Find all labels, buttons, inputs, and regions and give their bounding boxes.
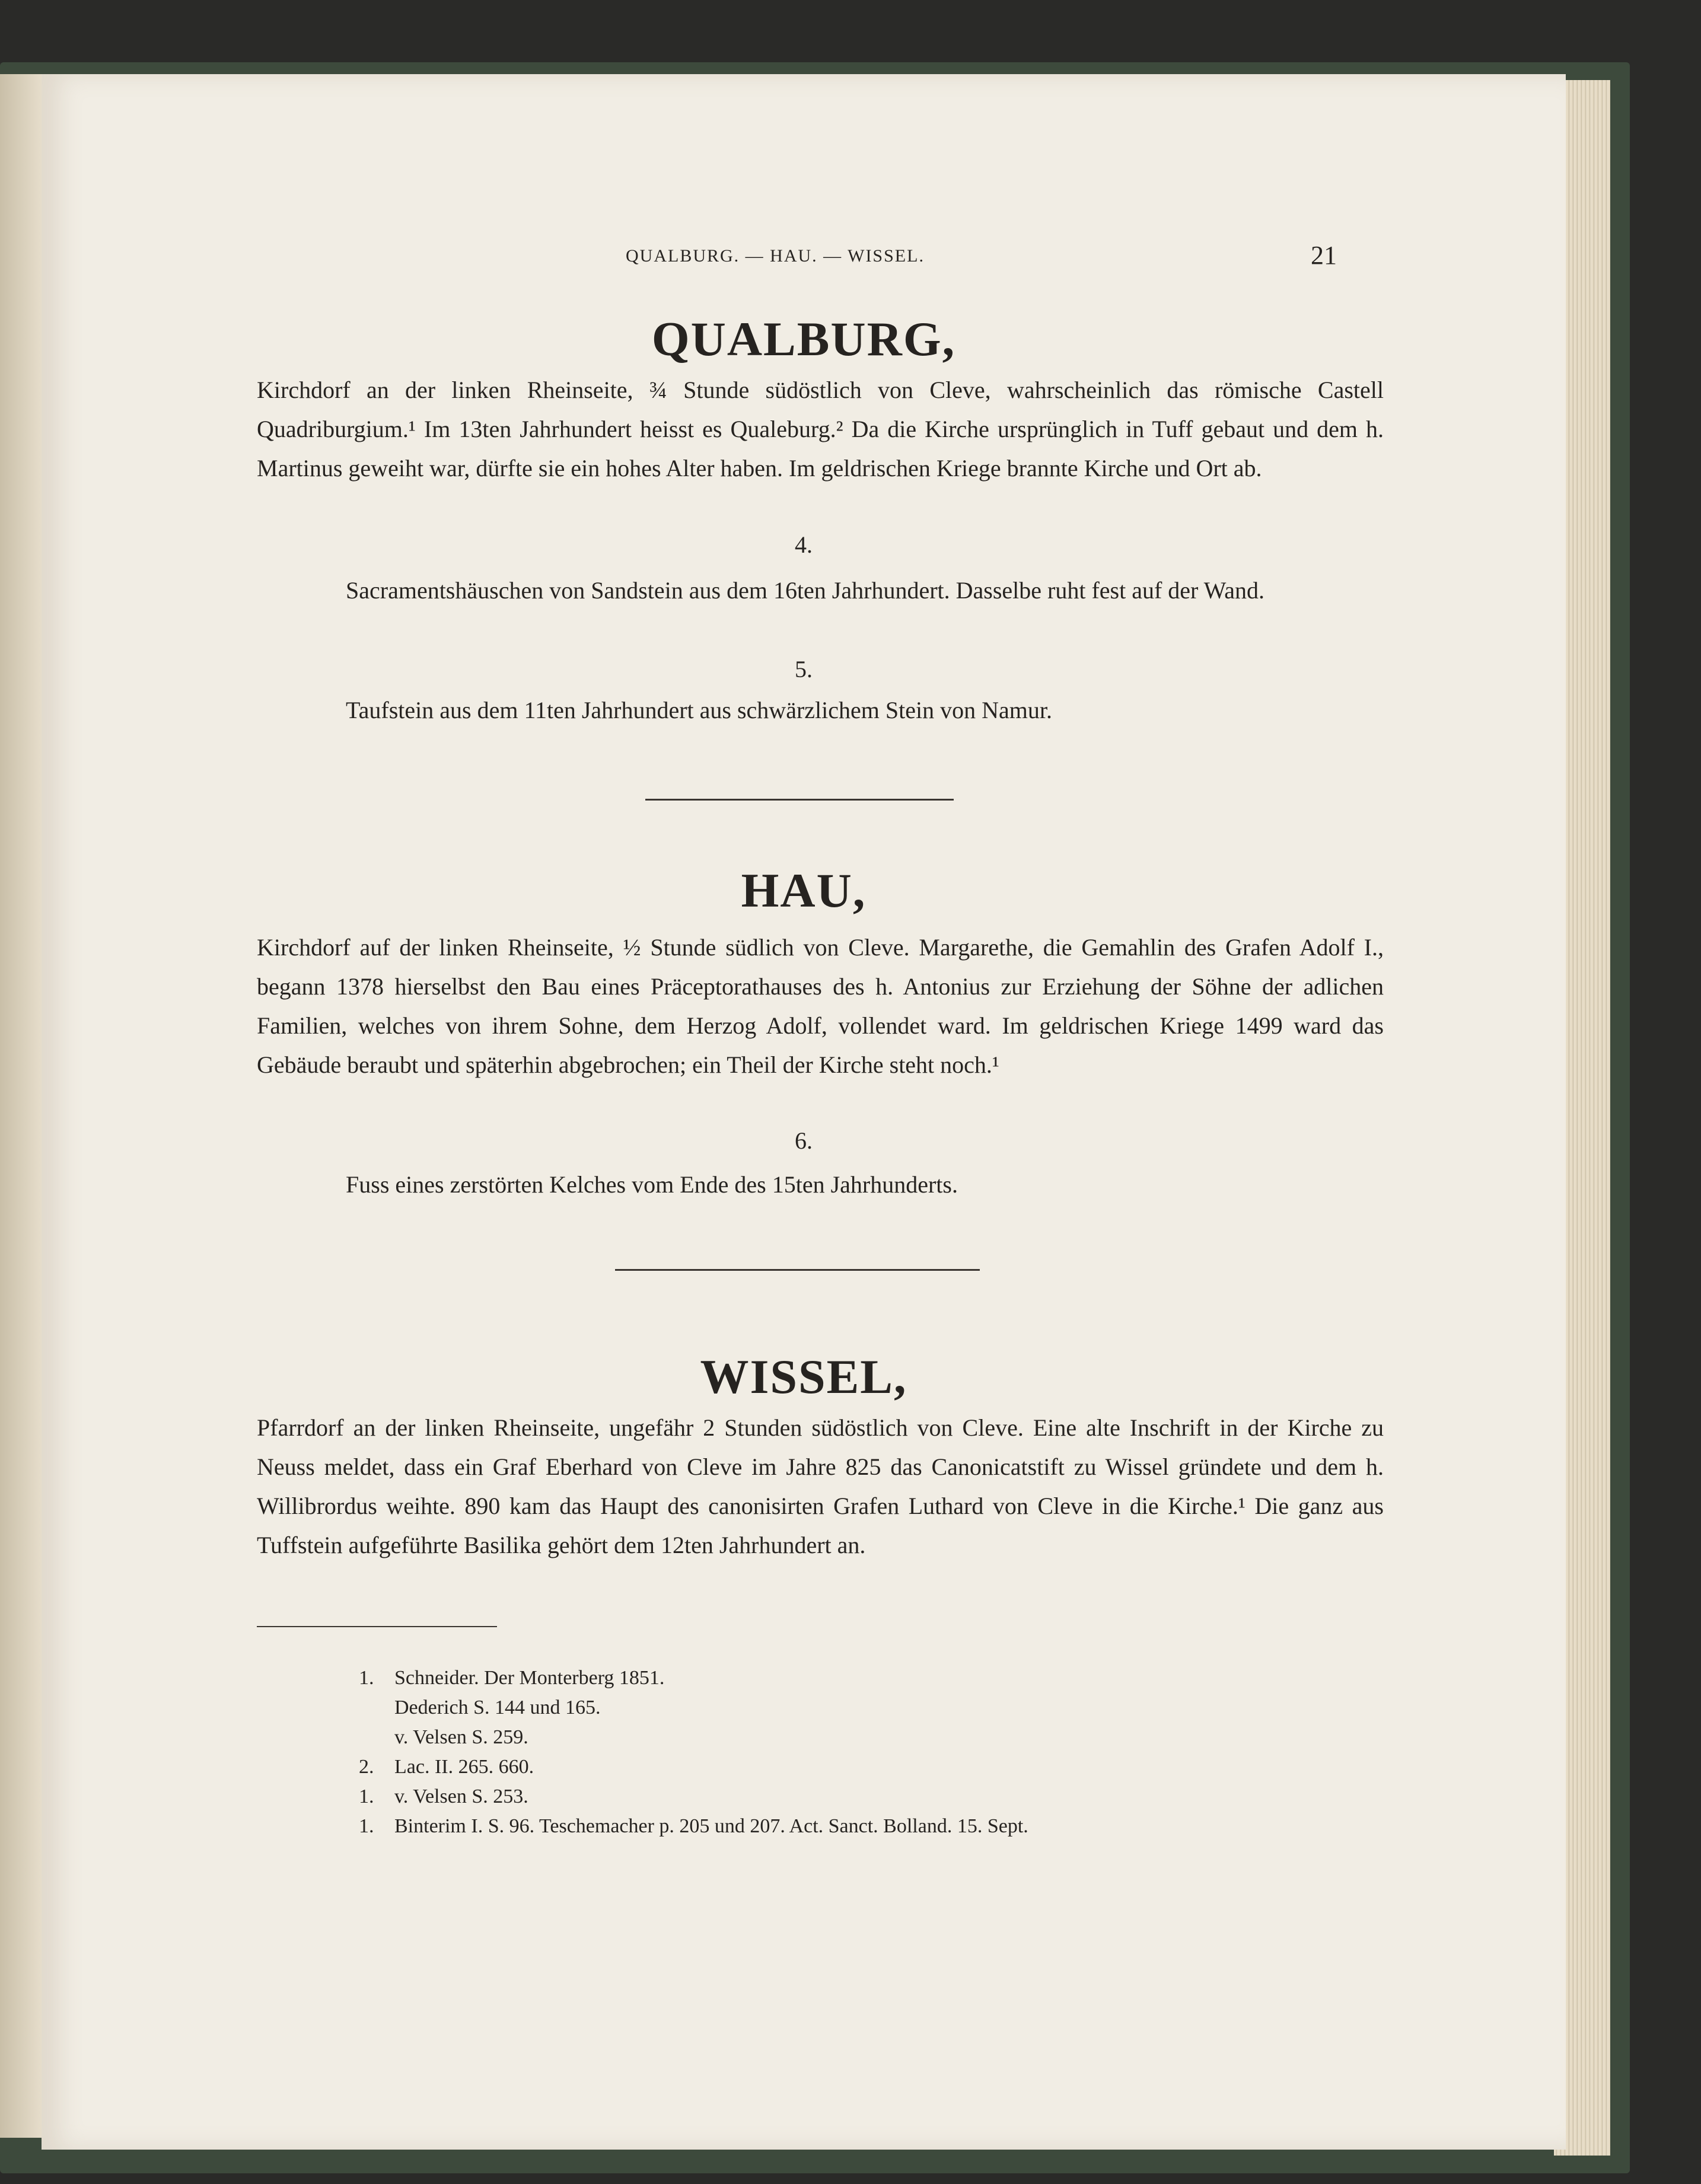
running-head: QUALBURG. — HAU. — WISSEL. xyxy=(626,246,925,266)
facing-page-edge xyxy=(0,74,42,2138)
book-page: QUALBURG. — HAU. — WISSEL. 21 QUALBURG, Kirchdorf an der linken Rheinseite, ¾ Stunde südöstlich von Cleve, wahrscheinlich das römische Castell Quadriburgium.¹ Im 13ten Jahrhundert heisst es Qualeburg.² Da die Kirche ursprünglich in Tuff gebaut und dem h. Martinus geweiht war, dürfte sie ein hohes Alter haben. Im geldrischen Kriege brannte Kirche und Ort ab. 4. Sacramentshäuschen von Sandstein aus dem 16ten Jahrhundert. Dasselbe ruht fest auf der Wand. 5. Taufstein aus dem 11ten Jahrhundert aus schwärzlichem Stein von Namur. HAU, Kirchdorf auf der linken Rheinseite, ½ Stunde südlich von Cleve. Margarethe, die Gemahlin des Grafen Adolf I., begann 1378 hierselbst den Bau eines Präceptorathauses des h. Antonius zur Erziehung der Söhne der adlichen Familien, welches von ihrem Sohne, dem Herzog Adolf, vollendet ward. Im geldrischen Kriege 1499 ward das Gebäude beraubt und späterhin abgebrochen; ein Theil der Kirche steht noch.¹ 6. Fuss eines zerstörten Kelches vom Ende des 15ten Jahrhunderts. WISSEL, Pfarrdorf an der linken Rheinseite, ungefähr 2 Stunden südöstlich von Cleve. Eine alte Inschrift in der Kirche zu Neuss meldet, dass ein Graf Eberhard von Cleve im Jahre 825 das Canonicatstift zu Wissel gründete und dem h. Willibrordus weihte. 890 kam das Haupt des canonisirten Grafen Luthard von Cleve in die Kirche.¹ Die ganz aus Tuffstein aufgeführte Basilika gehört dem 12ten Jahrhundert an. 1. Schneider. Der Monterberg 1851. Dederich S. 144 und 165. v. Velsen S. 259. 2. Lac. II. 265. 660. 1. v. Velsen S. 253. 1. Binterim I. S. 96. Teschemacher p. 205 und 207. Act. Sanct. Bolland. 15. Sept. xyxy=(42,74,1566,2150)
section-divider xyxy=(615,1269,980,1271)
page-number: 21 xyxy=(1311,241,1337,270)
wissel-intro: Pfarrdorf an der linken Rheinseite, ungefähr 2 Stunden südöstlich von Cleve. Eine alte Inschrift in der Kirche zu Neuss meldet, dass ein Graf Eberhard von Cleve im Jahre 825 das Canonicatstift zu Wissel gründete und dem h. Willibrordus weihte. 890 kam das Haupt des canonisirten Grafen Luthard von Cleve in die Kirche.¹ Die ganz aus Tuffstein aufgeführte Basilika gehört dem 12ten Jahrhundert an. xyxy=(257,1414,1384,1558)
item-5-text: Taufstein aus dem 11ten Jahrhundert aus schwärzlichem Stein von Namur. xyxy=(346,697,1052,723)
item-number-5: 5. xyxy=(795,656,813,683)
section-title-qualburg: QUALBURG, xyxy=(651,312,956,366)
hau-intro: Kirchdorf auf der linken Rheinseite, ½ Stunde südlich von Cleve. Margarethe, die Gemahlin des Grafen Adolf I., begann 1378 hierselbst den Bau eines Präceptorathauses des h. Antonius zur Erziehung der Söhne der adlichen Familien, welches von ihrem Sohne, dem Herzog Adolf, vollendet ward. Im geldrischen Kriege 1499 ward das Gebäude beraubt und späterhin abgebrochen; ein Theil der Kirche steht noch.¹ xyxy=(257,934,1384,1078)
section-title-hau: HAU, xyxy=(741,863,867,917)
qualburg-intro: Kirchdorf an der linken Rheinseite, ¾ Stunde südöstlich von Cleve, wahrscheinlich das römische Castell Quadriburgium.¹ Im 13ten Jahrhundert heisst es Qualeburg.² Da die Kirche ursprünglich in Tuff gebaut und dem h. Martinus geweiht war, dürfte sie ein hohes Alter haben. Im geldrischen Kriege brannte Kirche und Ort ab. xyxy=(257,377,1384,482)
item-4-text: Sacramentshäuschen von Sandstein aus dem 16ten Jahrhundert. Dasselbe ruht fest auf der Wand. xyxy=(346,577,1264,604)
item-6-text: Fuss eines zerstörten Kelches vom Ende des 15ten Jahrhunderts. xyxy=(346,1171,958,1198)
item-number-4: 4. xyxy=(795,531,813,558)
section-divider xyxy=(645,799,954,801)
footnote-divider xyxy=(257,1626,497,1627)
section-title-wissel: WISSEL, xyxy=(700,1350,907,1404)
item-number-6: 6. xyxy=(795,1127,813,1154)
